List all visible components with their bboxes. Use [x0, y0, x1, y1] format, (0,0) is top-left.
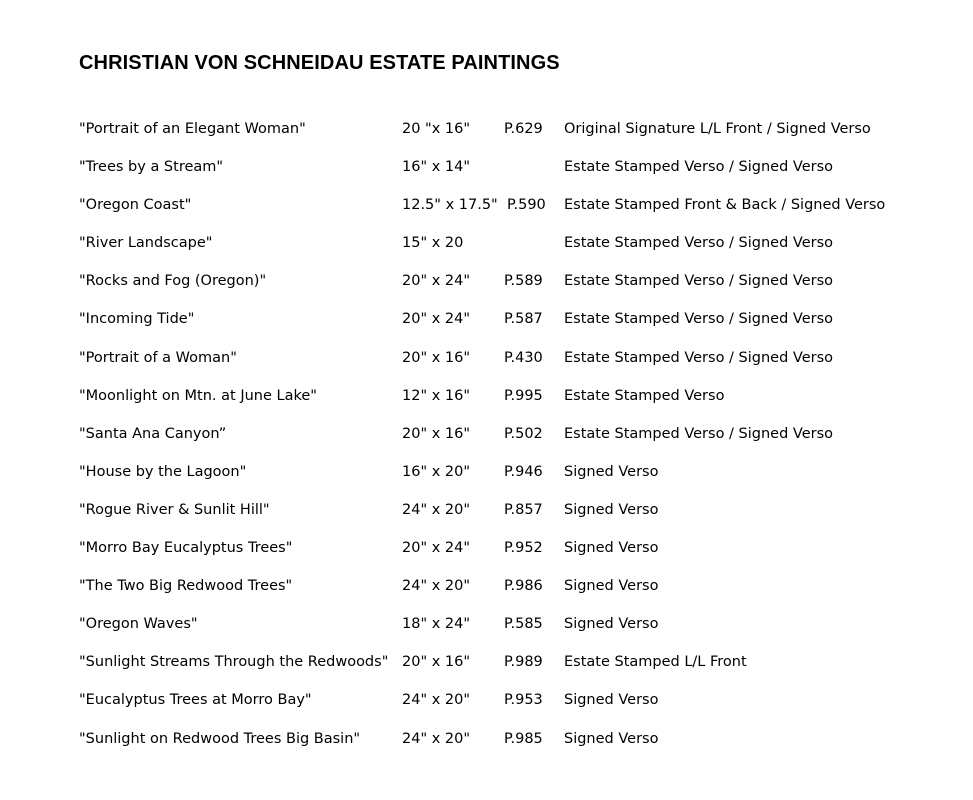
painting-title: "Portrait of an Elegant Woman" — [79, 121, 306, 137]
painting-p-number: P.946 — [504, 463, 543, 480]
painting-size: 24" x 20" — [402, 730, 471, 747]
painting-row — [79, 262, 959, 300]
painting-size: 18" x 24" — [402, 616, 471, 633]
painting-notes: Estate Stamped Verso — [564, 387, 725, 404]
document-title: CHRISTIAN VON SCHNEIDAU ESTATE PAINTINGS — [79, 52, 560, 74]
painting-p-number: P.953 — [504, 692, 543, 709]
painting-title: "Trees by a Stream" — [79, 159, 224, 176]
painting-p-number: P.989 — [504, 654, 543, 671]
painting-size: 24" x 20" — [402, 501, 471, 518]
painting-p-number: P.587 — [504, 311, 543, 328]
painting-size: 20" x 16" — [402, 425, 471, 442]
painting-title: "Rogue River & Sunlit Hill" — [79, 501, 270, 518]
painting-row — [79, 186, 959, 224]
painting-p-number: P.590 — [507, 197, 546, 214]
painting-size: 12" x 16" — [402, 387, 471, 404]
painting-row — [79, 491, 959, 529]
painting-row — [79, 720, 959, 758]
painting-size: 20" x 16" — [402, 349, 471, 366]
painting-row — [79, 415, 959, 453]
painting-notes: Signed Verso — [564, 540, 659, 557]
painting-notes: Signed Verso — [564, 616, 659, 633]
painting-size: 12.5" x 17.5" — [402, 197, 498, 214]
painting-p-number: P.986 — [504, 578, 543, 595]
painting-title: "Eucalyptus Trees at Morro Bay" — [79, 692, 312, 709]
painting-notes: Signed Verso — [564, 578, 659, 595]
painting-notes: Signed Verso — [564, 501, 659, 518]
painting-notes: Estate Stamped Front & Back / Signed Verso — [564, 197, 886, 214]
painting-row — [79, 148, 959, 186]
painting-row — [79, 339, 959, 377]
painting-row — [79, 643, 959, 681]
painting-title: "Rocks and Fog (Oregon)" — [79, 273, 267, 290]
painting-row — [79, 377, 959, 415]
painting-p-number: P.985 — [504, 730, 543, 747]
painting-title: "Incoming Tide" — [79, 311, 195, 328]
painting-row — [79, 300, 959, 338]
painting-p-number: P.995 — [504, 387, 543, 404]
painting-p-number: P.430 — [504, 349, 543, 366]
painting-size: 15" x 20 — [402, 235, 464, 252]
painting-title: "Sunlight on Redwood Trees Big Basin" — [79, 730, 361, 747]
painting-notes: Signed Verso — [564, 463, 659, 480]
painting-notes: Estate Stamped Verso / Signed Verso — [564, 349, 834, 366]
painting-title: "House by the Lagoon" — [79, 463, 247, 480]
painting-notes: Estate Stamped L/L Front — [564, 654, 747, 671]
painting-p-number: P.629 — [504, 121, 543, 137]
painting-notes: Original Signature L/L Front / Signed Verso — [564, 121, 871, 137]
painting-row — [79, 605, 959, 643]
painting-row — [79, 224, 959, 262]
painting-size: 24" x 20" — [402, 578, 471, 595]
paintings-list — [79, 110, 959, 758]
painting-title: "Portrait of a Woman" — [79, 349, 237, 366]
painting-title: "The Two Big Redwood Trees" — [79, 578, 293, 595]
painting-size: 20" x 24" — [402, 311, 471, 328]
painting-size: 20 "x 16" — [402, 121, 471, 137]
painting-p-number: P.952 — [504, 540, 543, 557]
painting-notes: Estate Stamped Verso / Signed Verso — [564, 159, 834, 176]
painting-p-number: P.502 — [504, 425, 543, 442]
painting-title: "River Landscape" — [79, 235, 213, 252]
painting-row — [79, 453, 959, 491]
painting-p-number: P.857 — [504, 501, 543, 518]
painting-row — [79, 567, 959, 605]
painting-title: "Morro Bay Eucalyptus Trees" — [79, 540, 293, 557]
painting-size: 20" x 24" — [402, 273, 471, 290]
painting-size: 20" x 16" — [402, 654, 471, 671]
painting-size: 20" x 24" — [402, 540, 471, 557]
painting-row — [79, 110, 959, 148]
painting-row — [79, 681, 959, 719]
painting-notes: Estate Stamped Verso / Signed Verso — [564, 235, 834, 252]
painting-title: "Oregon Waves" — [79, 616, 198, 633]
painting-size: 16" x 14" — [402, 159, 471, 176]
painting-title: "Oregon Coast" — [79, 197, 192, 214]
painting-size: 16" x 20" — [402, 463, 471, 480]
painting-p-number: P.585 — [504, 616, 543, 633]
painting-notes: Estate Stamped Verso / Signed Verso — [564, 273, 834, 290]
painting-notes: Signed Verso — [564, 692, 659, 709]
painting-title: "Moonlight on Mtn. at June Lake" — [79, 387, 317, 404]
painting-row — [79, 529, 959, 567]
painting-notes: Estate Stamped Verso / Signed Verso — [564, 425, 834, 442]
painting-p-number: P.589 — [504, 273, 543, 290]
painting-notes: Signed Verso — [564, 730, 659, 747]
painting-title: "Sunlight Streams Through the Redwoods" — [79, 654, 389, 671]
painting-notes: Estate Stamped Verso / Signed Verso — [564, 311, 834, 328]
painting-size: 24" x 20" — [402, 692, 471, 709]
painting-title: "Santa Ana Canyon” — [79, 425, 227, 442]
